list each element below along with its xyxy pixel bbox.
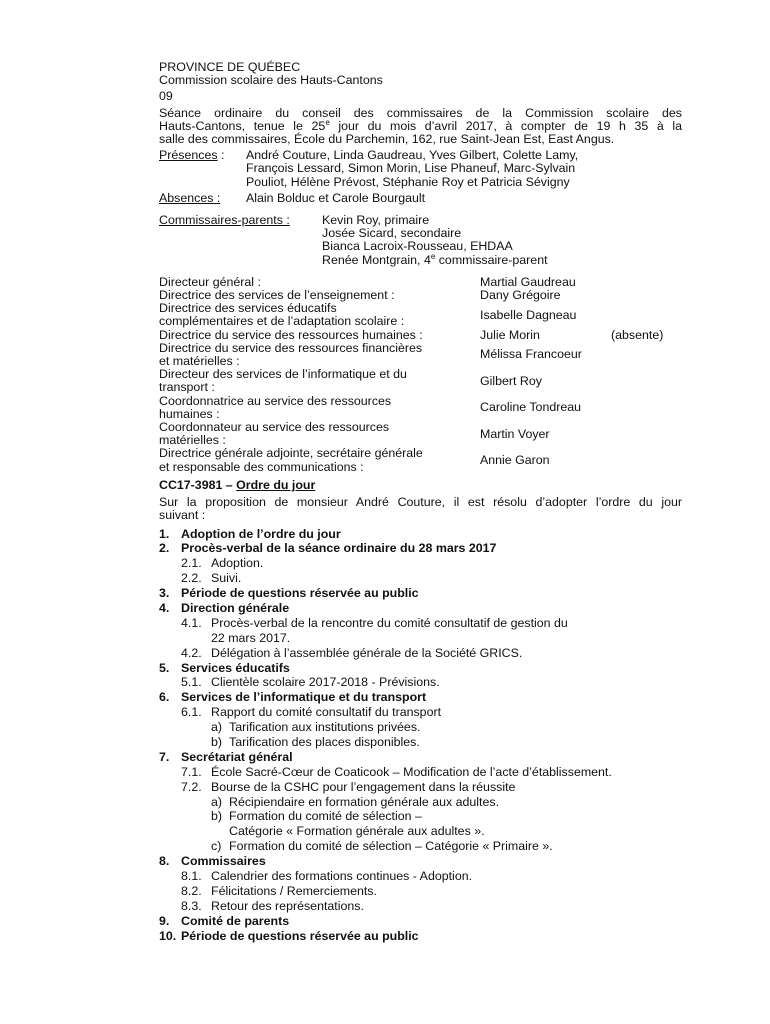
staff-row: [159, 329, 682, 342]
presences-list: [246, 149, 682, 189]
agenda-number: 8.1.: [181, 868, 202, 883]
agenda-text: Procès-verbal de la séance ordinaire du 28 mars 2017: [181, 541, 497, 556]
agenda-number: 8.3.: [181, 898, 202, 913]
agenda-text: Tarification des places disponibles.: [229, 734, 420, 749]
agenda-number: 6.1.: [181, 705, 202, 720]
staff-name: Mélissa Francoeur: [480, 347, 582, 362]
agenda-number: 4.2.: [181, 645, 202, 660]
resolution-title: CC17-3981 – Ordre du jour: [159, 477, 316, 492]
staff-role: [159, 302, 480, 328]
commissaires-parents-section: [159, 214, 682, 267]
agenda-item: [159, 854, 682, 869]
agenda-number: 7.: [159, 749, 170, 764]
staff-role-line: Directrice des services de l’enseignement :: [159, 288, 395, 303]
agenda-number: c): [211, 839, 222, 854]
staff-role-line: complémentaires et de l’adaptation scolaire :: [159, 314, 405, 329]
absences-label: Absences :: [159, 190, 221, 205]
agenda-text: Félicitations / Remerciements.: [211, 883, 377, 898]
intro-line: salle des commissaires, École du Parchemin, 162, rue Saint-Jean Est, East Angus.: [159, 132, 615, 147]
agenda-list: [159, 527, 682, 944]
agenda-sub: [159, 556, 682, 571]
agenda-letter: [159, 839, 682, 854]
agenda-text: Services de l’informatique et du transport: [181, 690, 427, 705]
staff-role: [159, 342, 480, 368]
staff-role: [159, 329, 480, 342]
staff-row: [159, 447, 682, 473]
agenda-sub: [159, 571, 682, 586]
agenda-text: Procès-verbal de la rencontre du comité consultatif de gestion du: [211, 615, 568, 630]
agenda-item: [159, 527, 682, 542]
agenda-item: [159, 601, 682, 616]
commissaire-parent: Kevin Roy, primaire: [322, 213, 430, 228]
agenda-number: a): [211, 794, 223, 809]
agenda-number: b): [211, 809, 223, 824]
intro-line: Hauts-Cantons, tenue le 25e jour du mois d’avril 2017, à compter de 19 h 35 à la: [159, 117, 682, 133]
staff-role-line: Coordonnateur au service des ressources: [159, 420, 390, 435]
agenda-cont: [159, 824, 682, 839]
staff-row: [159, 395, 682, 421]
agenda-item: [159, 690, 682, 705]
staff-name: Annie Garon: [480, 453, 550, 468]
agenda-number: 7.2.: [181, 779, 202, 794]
resolution-line: Sur la proposition de monsieur André Couture, il est résolu d’adopter l’ordre du jour: [159, 495, 682, 510]
agenda-sub: [159, 780, 682, 795]
agenda-text: Catégorie « Formation générale aux adultes ».: [229, 824, 485, 839]
agenda-sub: [159, 675, 682, 690]
agenda-letter: [159, 795, 682, 810]
agenda-sub: [159, 884, 682, 899]
resolution-line: suivant :: [159, 508, 206, 523]
agenda-sub: [159, 869, 682, 884]
document-page: [159, 61, 682, 943]
agenda-number: 9.: [159, 913, 170, 928]
meeting-intro: [159, 107, 682, 147]
staff-name: Caroline Tondreau: [480, 400, 582, 415]
intro-line: Séance ordinaire du conseil des commissaires de la Commission scolaire des: [159, 105, 682, 120]
commission-name: Commission scolaire des Hauts-Cantons: [159, 73, 383, 88]
presences-line: Pouliot, Hélène Prévost, Stéphanie Roy et Patricia Sévigny: [246, 174, 570, 189]
agenda-text: Adoption.: [211, 556, 264, 571]
commissaires-parents-list: [322, 214, 682, 267]
staff-name: Julie Morin: [480, 327, 540, 342]
staff-name: Gilbert Roy: [480, 373, 542, 388]
agenda-number: 8.2.: [181, 883, 202, 898]
staff-role-line: Directeur général :: [159, 274, 261, 289]
agenda-text: Formation du comité de sélection – Catégorie « Primaire ».: [229, 839, 553, 854]
agenda-number: 10.: [159, 928, 177, 943]
absences-list: Alain Bolduc et Carole Bourgault: [246, 190, 426, 205]
agenda-text: Comité de parents: [181, 913, 290, 928]
agenda-text: Période de questions réservée au public: [181, 586, 419, 601]
agenda-text: Direction générale: [181, 600, 290, 615]
agenda-text: Calendrier des formations continues - Adoption.: [211, 868, 473, 883]
agenda-number: 2.: [159, 541, 170, 556]
agenda-number: 5.1.: [181, 675, 202, 690]
agenda-text: Récipiendaire en formation générale aux adultes.: [229, 794, 500, 809]
agenda-letter: [159, 720, 682, 735]
agenda-text: Période de questions réservée au public: [181, 928, 419, 943]
agenda-number: b): [211, 734, 223, 749]
agenda-text: 22 mars 2017.: [211, 630, 291, 645]
agenda-number: 8.: [159, 854, 170, 869]
agenda-text: Services éducatifs: [181, 660, 290, 675]
agenda-number: 4.1.: [181, 615, 202, 630]
agenda-number: 3.: [159, 586, 170, 601]
staff-role-line: Directrice générale adjointe, secrétaire générale: [159, 446, 423, 461]
agenda-number: 2.2.: [181, 571, 202, 586]
staff-role-line: matérielles :: [159, 433, 226, 448]
presences-section: [159, 149, 682, 205]
agenda-item: [159, 586, 682, 601]
staff-name: Dany Grégoire: [480, 288, 561, 303]
page-number: 09: [159, 89, 173, 104]
agenda-text: Rapport du comité consultatif du transport: [211, 705, 442, 720]
staff-role-line: Directrice du service des ressources humaines :: [159, 327, 423, 342]
agenda-cont2: [159, 631, 682, 646]
staff-role: [159, 447, 480, 473]
agenda-text: Clientèle scolaire 2017-2018 - Prévisions.: [211, 675, 440, 690]
agenda-number: 4.: [159, 600, 170, 615]
staff-role-line: humaines :: [159, 406, 220, 421]
commissaire-parent: Bianca Lacroix-Rousseau, EHDAA: [322, 239, 513, 254]
staff-name: Martial Gaudreau: [480, 274, 576, 289]
staff-name: Isabelle Dagneau: [480, 307, 577, 322]
agenda-number: 7.1.: [181, 764, 202, 779]
agenda-text: Bourse de la CSHC pour l’engagement dans la réussite: [211, 779, 516, 794]
agenda-text: Formation du comité de sélection –: [229, 809, 422, 824]
staff-role-line: transport :: [159, 380, 215, 395]
agenda-text: Secrétariat général: [181, 749, 293, 764]
agenda-item: [159, 914, 682, 929]
agenda-text: Commissaires: [181, 854, 266, 869]
staff-list: [159, 276, 682, 474]
staff-role-line: Directrice des services éducatifs: [159, 301, 337, 316]
staff-role-line: Directeur des services de l’informatique et du: [159, 367, 407, 382]
presences-line: François Lessard, Simon Morin, Lise Phaneuf, Marc-Sylvain: [246, 161, 576, 176]
staff-note: (absente): [611, 327, 664, 342]
staff-role-line: et responsable des communications :: [159, 459, 364, 474]
presences-label: Présences :: [159, 148, 225, 163]
agenda-number: 1.: [159, 526, 170, 541]
commissaire-parent: Renée Montgrain, 4e commissaire-parent: [322, 251, 548, 267]
staff-role-line: Directrice du service des ressources financières: [159, 340, 423, 355]
resolution-text: [159, 496, 682, 522]
agenda-number: 2.1.: [181, 556, 202, 571]
agenda-letter: [159, 809, 682, 824]
agenda-text: Délégation à l’assemblée générale de la Société GRICS.: [211, 645, 523, 660]
staff-name: Martin Voyer: [480, 426, 550, 441]
agenda-sub: [159, 765, 682, 780]
staff-role: [159, 368, 480, 394]
agenda-item: [159, 750, 682, 765]
agenda-number: 5.: [159, 660, 170, 675]
agenda-sub: [159, 646, 682, 661]
presences-line: André Couture, Linda Gaudreau, Yves Gilbert, Colette Lamy,: [246, 148, 579, 163]
agenda-sub: [159, 705, 682, 720]
province-heading: PROVINCE DE QUÉBEC: [159, 60, 301, 74]
agenda-item: [159, 929, 682, 944]
agenda-letter: [159, 735, 682, 750]
staff-role-line: Coordonnatrice au service des ressources: [159, 393, 392, 408]
staff-role-line: et matérielles :: [159, 354, 240, 369]
commissaires-parents-label: Commissaires-parents :: [159, 213, 290, 228]
agenda-text: Retour des représentations.: [211, 898, 364, 913]
agenda-text: Adoption de l’ordre du jour: [181, 526, 341, 541]
commissaire-parent: Josée Sicard, secondaire: [322, 226, 462, 241]
agenda-text: Tarification aux institutions privées.: [229, 720, 421, 735]
staff-role: [159, 421, 480, 447]
staff-row: [159, 302, 682, 328]
staff-role: [159, 395, 480, 421]
agenda-number: 6.: [159, 690, 170, 705]
staff-row: [159, 368, 682, 394]
agenda-text: École Sacré-Cœur de Coaticook – Modification de l’acte d’établissement.: [211, 764, 612, 779]
agenda-text: Suivi.: [211, 571, 242, 586]
agenda-number: a): [211, 720, 223, 735]
agenda-sub: [159, 616, 682, 631]
agenda-item: [159, 661, 682, 676]
staff-row: [159, 342, 682, 368]
agenda-item: [159, 541, 682, 556]
agenda-sub: [159, 899, 682, 914]
staff-row: [159, 421, 682, 447]
